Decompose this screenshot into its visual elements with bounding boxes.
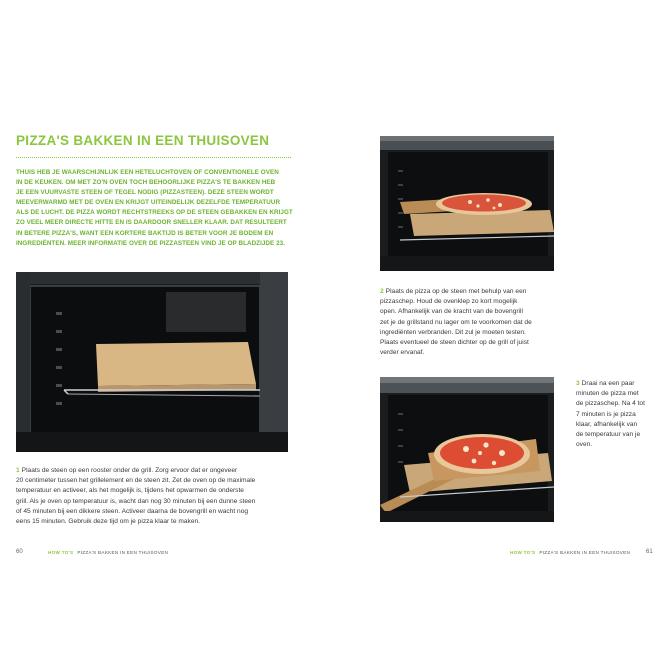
step-3-number: 3 [576, 380, 580, 387]
footer-right [510, 550, 630, 555]
photo-placing-pizza [380, 136, 554, 271]
footer-left [48, 550, 168, 555]
step-2-text: Plaats de pizza op de steen met behulp van een pizzaschep. Houd de ovenklep zo kort mogelijk open. Afhankelijk van de kracht van de bovengrill zet je de grillstand nu lager om te voorkomen dat de ingrediënten verbranden. Dit zul je moeten testen. Plaats eventueel de steen dichter op de grill of juist verder ervanaf. [380, 288, 532, 357]
footer-right-section: HOW TO'S [510, 550, 536, 555]
page-title: PIZZA'S BAKKEN IN EEN THUISOVEN [16, 133, 270, 148]
step-1 [16, 466, 296, 527]
page-number-right: 61 [646, 549, 653, 555]
photo-turning-pizza [380, 377, 554, 522]
footer-left-title: PIZZA'S BAKKEN IN EEN THUISOVEN [77, 550, 169, 555]
placing-pizza-illustration [380, 136, 554, 271]
page-number-left: 60 [16, 549, 23, 555]
footer-left-section: HOW TO'S [48, 550, 74, 555]
intro-paragraph: THUIS HEB JE WAARSCHIJNLIJK EEN HETELUCHTOVEN OF CONVENTIONELE OVEN IN DE KEUKEN. OM MET ZO'N OVEN TOCH BEHOORLIJKE PIZZA'S TE BAKKEN HEB JE EEN VUURVASTE STEEN OF TEGEL NODIG (PIZZASTEEN). DEZE STEEN WORDT MEEVERWARMD MET DE OVEN EN KRIJGT UITEINDELIJK DEZELFDE TEMPERATUUR ALS DE LUCHT. DE PIZZA WORDT RECHTSTREEKS OP DE STEEN GEBAKKEN EN KRIJGT ZO VEEL MEER DIRECTE HITTE EN IS DAARDOOR SNELLER KLAAR. DAT RESULTEERT IN BETERE PIZZA'S, WANT EEN KORTERE BAKTIJD IS BETER VOOR JE BODEM EN INGREDIËNTEN. MEER INFORMATIE OVER DE PIZZASTEEN VIND JE OP BLADZIJDE 23. [16, 169, 293, 247]
photo-oven-with-stone [16, 272, 288, 452]
title-dotted-rule [16, 157, 291, 158]
step-1-text: Plaats de steen op een rooster onder de grill. Zorg ervoor dat er ongeveer 20 centimeter tussen het grillelement en de steen zit. Zet de oven op de maximale temperatuur en activeer, als het mogelijk is, tijdens het opwarmen de onderste grill. Als je oven op temperatuur is, wacht dan nog 30 minuten bij een dunne steen of 45 minuten bij een dikkere steen. Activeer daarna de bovengrill en wacht nog eens 15 minuten. Gebruik deze tijd om je pizza klaar te maken. [16, 467, 256, 526]
step-3-text: Draai na een paar minuten de pizza met de pizzaschep. Na 4 tot 7 minuten is je pizza klaar, afhankelijk van de temperatuur van je oven. [576, 380, 645, 449]
oven-stone-illustration [16, 272, 288, 452]
step-2-number: 2 [380, 288, 384, 295]
step-1-number: 1 [16, 467, 20, 474]
step-2 [380, 287, 580, 358]
footer-right-title: PIZZA'S BAKKEN IN EEN THUISOVEN [539, 550, 631, 555]
turning-pizza-illustration [380, 377, 554, 522]
step-3 [576, 379, 666, 450]
